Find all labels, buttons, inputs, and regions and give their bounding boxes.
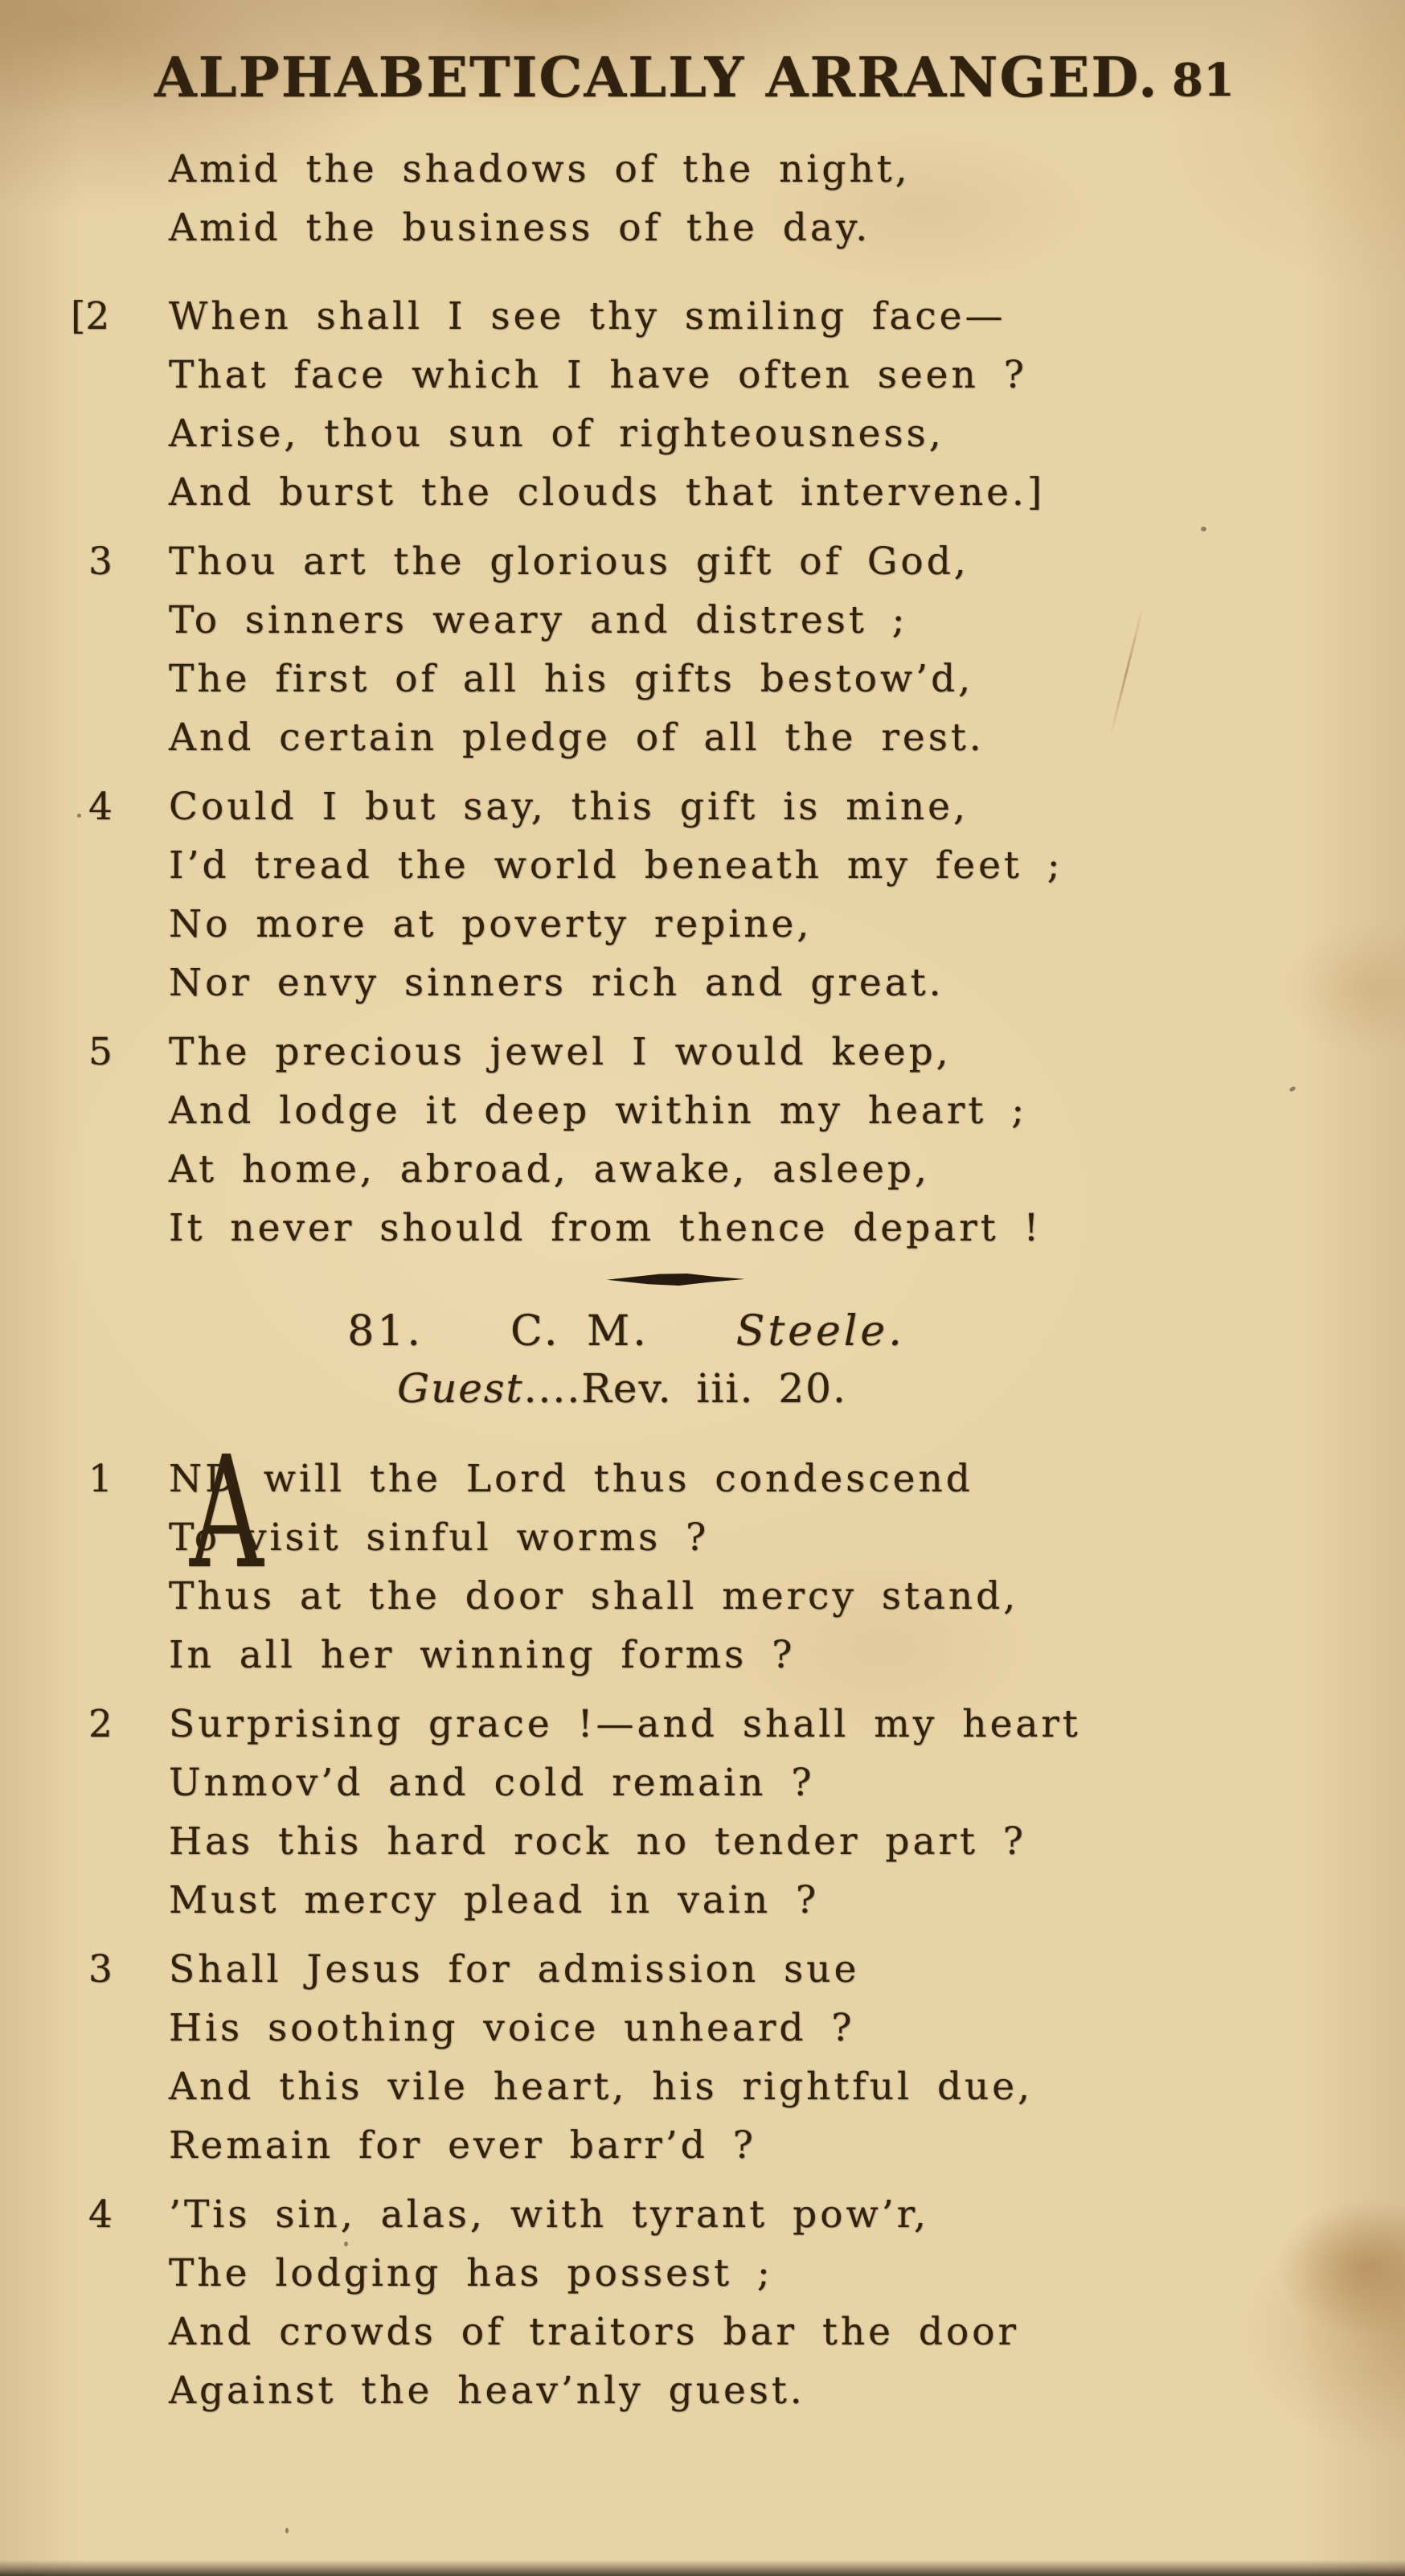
verse-line: Shall Jesus for admission sue	[169, 1947, 860, 1991]
stanza-5	[88, 1023, 1212, 1257]
verse-line: And this vile heart, his rightful due,	[169, 2065, 1034, 2109]
hymn-title: Guest	[397, 1365, 524, 1412]
verse-line: And certain pledge of all the rest.	[169, 716, 985, 760]
ink-speck	[344, 2242, 348, 2246]
verse-line: Could I but say, this gift is mine,	[169, 785, 969, 829]
verse-line: To visit sinful worms ?	[169, 1516, 710, 1560]
verse-line: Nor envy sinners rich and great.	[169, 961, 944, 1005]
verse-line: ’Tis sin, alas, with tyrant pow’r,	[169, 2192, 929, 2237]
verse-number: 3	[88, 1947, 113, 1991]
verse-number: 4	[88, 785, 113, 829]
verse-line: Thou art the glorious gift of God,	[169, 539, 969, 584]
verse-line: Surprising grace !—and shall my heart	[169, 1702, 1081, 1746]
verse-number: 3	[88, 539, 113, 584]
subtitle-dots: ....	[523, 1365, 582, 1412]
verse-line: It never should from thence depart !	[169, 1206, 1042, 1250]
verse-number: 1	[88, 1457, 113, 1501]
verse-line: When shall I see thy smiling face—	[169, 294, 1006, 338]
hymn-heading	[104, 1306, 1148, 1356]
hymn-meter: C. M.	[510, 1307, 649, 1356]
verse-line: Against the heav’nly guest.	[169, 2369, 805, 2413]
verse-line: And burst the clouds that intervene.]	[169, 470, 1046, 515]
verse-number: [2	[71, 294, 110, 338]
verse-line: Remain for ever barr’d ?	[169, 2123, 756, 2168]
verse-line: Must mercy plead in vain ?	[169, 1878, 820, 1922]
stanza-81-4	[88, 2185, 1212, 2420]
verse-block	[71, 140, 1212, 2420]
stanza-continued	[169, 140, 1212, 257]
verse-line: That face which I have often seen ?	[169, 353, 1027, 397]
hymn-subtitle	[100, 1364, 1144, 1413]
stanza-3	[88, 532, 1212, 767]
stanza-81-2	[88, 1695, 1212, 1930]
verse-line: The lodging has possest ;	[169, 2251, 773, 2295]
scripture-reference: Rev. iii. 20.	[581, 1365, 847, 1412]
verse-line: I’d tread the world beneath my feet ;	[169, 843, 1063, 888]
verse-line: The first of all his gifts bestow’d,	[169, 657, 974, 701]
verse-line: Amid the shadows of the night,	[169, 147, 911, 191]
verse-line: To sinners weary and distrest ;	[169, 598, 908, 642]
verse-line: The precious jewel I would keep,	[169, 1030, 952, 1074]
verse-line: Thus at the door shall mercy stand,	[169, 1574, 1019, 1618]
verse-line: And crowds of traitors bar the door	[169, 2310, 1020, 2354]
stanza-4	[88, 777, 1212, 1012]
running-title: ALPHABETICALLY ARRANGED.	[154, 46, 1159, 110]
ink-speck	[285, 2528, 289, 2533]
verse-line: No more at poverty repine,	[169, 902, 813, 946]
verse-line: At home, abroad, awake, asleep,	[169, 1147, 930, 1192]
stanza-81-1	[88, 1424, 1212, 1684]
hymn-author: Steele.	[735, 1307, 905, 1356]
verse-number: 2	[88, 1702, 113, 1746]
verse-line: Has this hard rock no tender part ?	[169, 1819, 1026, 1864]
hymn-number: 81.	[347, 1307, 424, 1356]
verse-number: 4	[88, 2192, 113, 2237]
stanza-2	[71, 287, 1212, 522]
verse-line: His soothing voice unheard ?	[169, 2006, 855, 2050]
verse-line: And lodge it deep within my heart ;	[169, 1089, 1028, 1133]
verse-line: Amid the business of the day.	[169, 206, 871, 250]
stanza-81-3	[88, 1940, 1212, 2175]
drop-cap: A	[190, 1424, 264, 1603]
section-divider-ornament	[607, 1274, 745, 1286]
page-number: 81	[1172, 54, 1235, 107]
page-header	[154, 43, 1235, 113]
verse-line: Unmov’d and cold remain ?	[169, 1761, 815, 1805]
verse-line: Arise, thou sun of righteousness,	[169, 412, 944, 456]
verse-number: 5	[88, 1030, 113, 1074]
ink-speck	[1201, 527, 1206, 531]
ink-speck	[77, 814, 81, 818]
verse-line: ND will the Lord thus condescend	[169, 1457, 973, 1501]
verse-line: In all her winning forms ?	[169, 1633, 796, 1677]
